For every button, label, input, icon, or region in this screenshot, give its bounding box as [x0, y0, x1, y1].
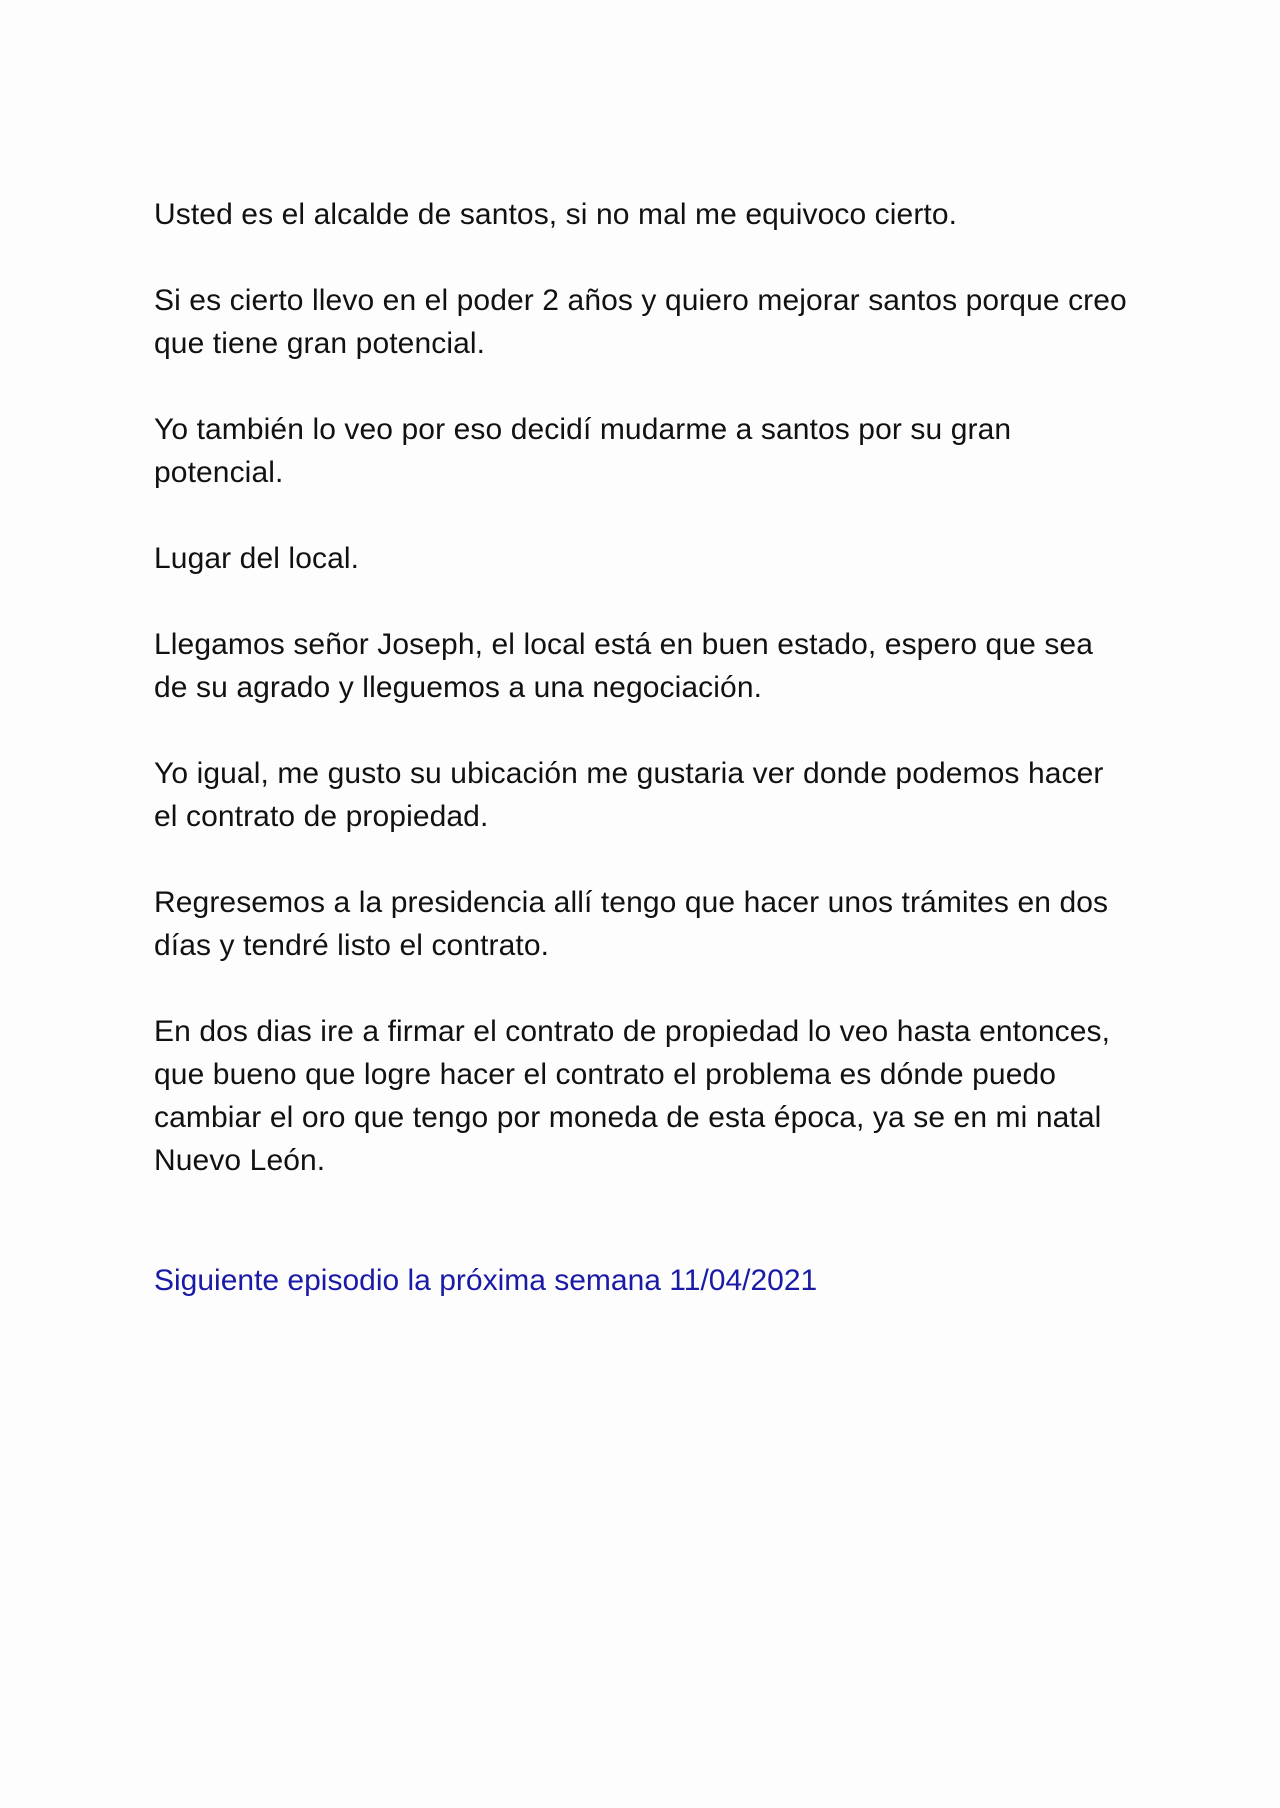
paragraph: Usted es el alcalde de santos, si no mal me equivoco cierto.: [154, 198, 958, 231]
paragraph: Regresemos a la presidencia allí tengo que hacer unos trámites en dos días y tendré listo el contrato.: [154, 886, 1109, 962]
paragraph: En dos dias ire a firmar el contrato de propiedad lo veo hasta entonces, que bueno que logre hacer el contrato el problema es dónde puedo cambiar el oro que tengo por moneda de esta época, ya se en mi natal Nuevo León.: [154, 1015, 1111, 1177]
paragraph: Llegamos señor Joseph, el local está en buen estado, espero que sea de su agrado y lleguemos a una negociación.: [154, 628, 1093, 704]
next-episode-note: Siguiente episodio la próxima semana 11/04/2021: [154, 1264, 818, 1297]
paragraph: Lugar del local.: [154, 542, 360, 575]
paragraph: Yo igual, me gusto su ubicación me gustaria ver donde podemos hacer el contrato de propiedad.: [154, 757, 1104, 833]
document-body: [154, 193, 1134, 1225]
paragraph: Si es cierto llevo en el poder 2 años y quiero mejorar santos porque creo que tiene gran potencial.: [154, 284, 1127, 360]
paragraph: Yo también lo veo por eso decidí mudarme a santos por su gran potencial.: [154, 413, 1012, 489]
